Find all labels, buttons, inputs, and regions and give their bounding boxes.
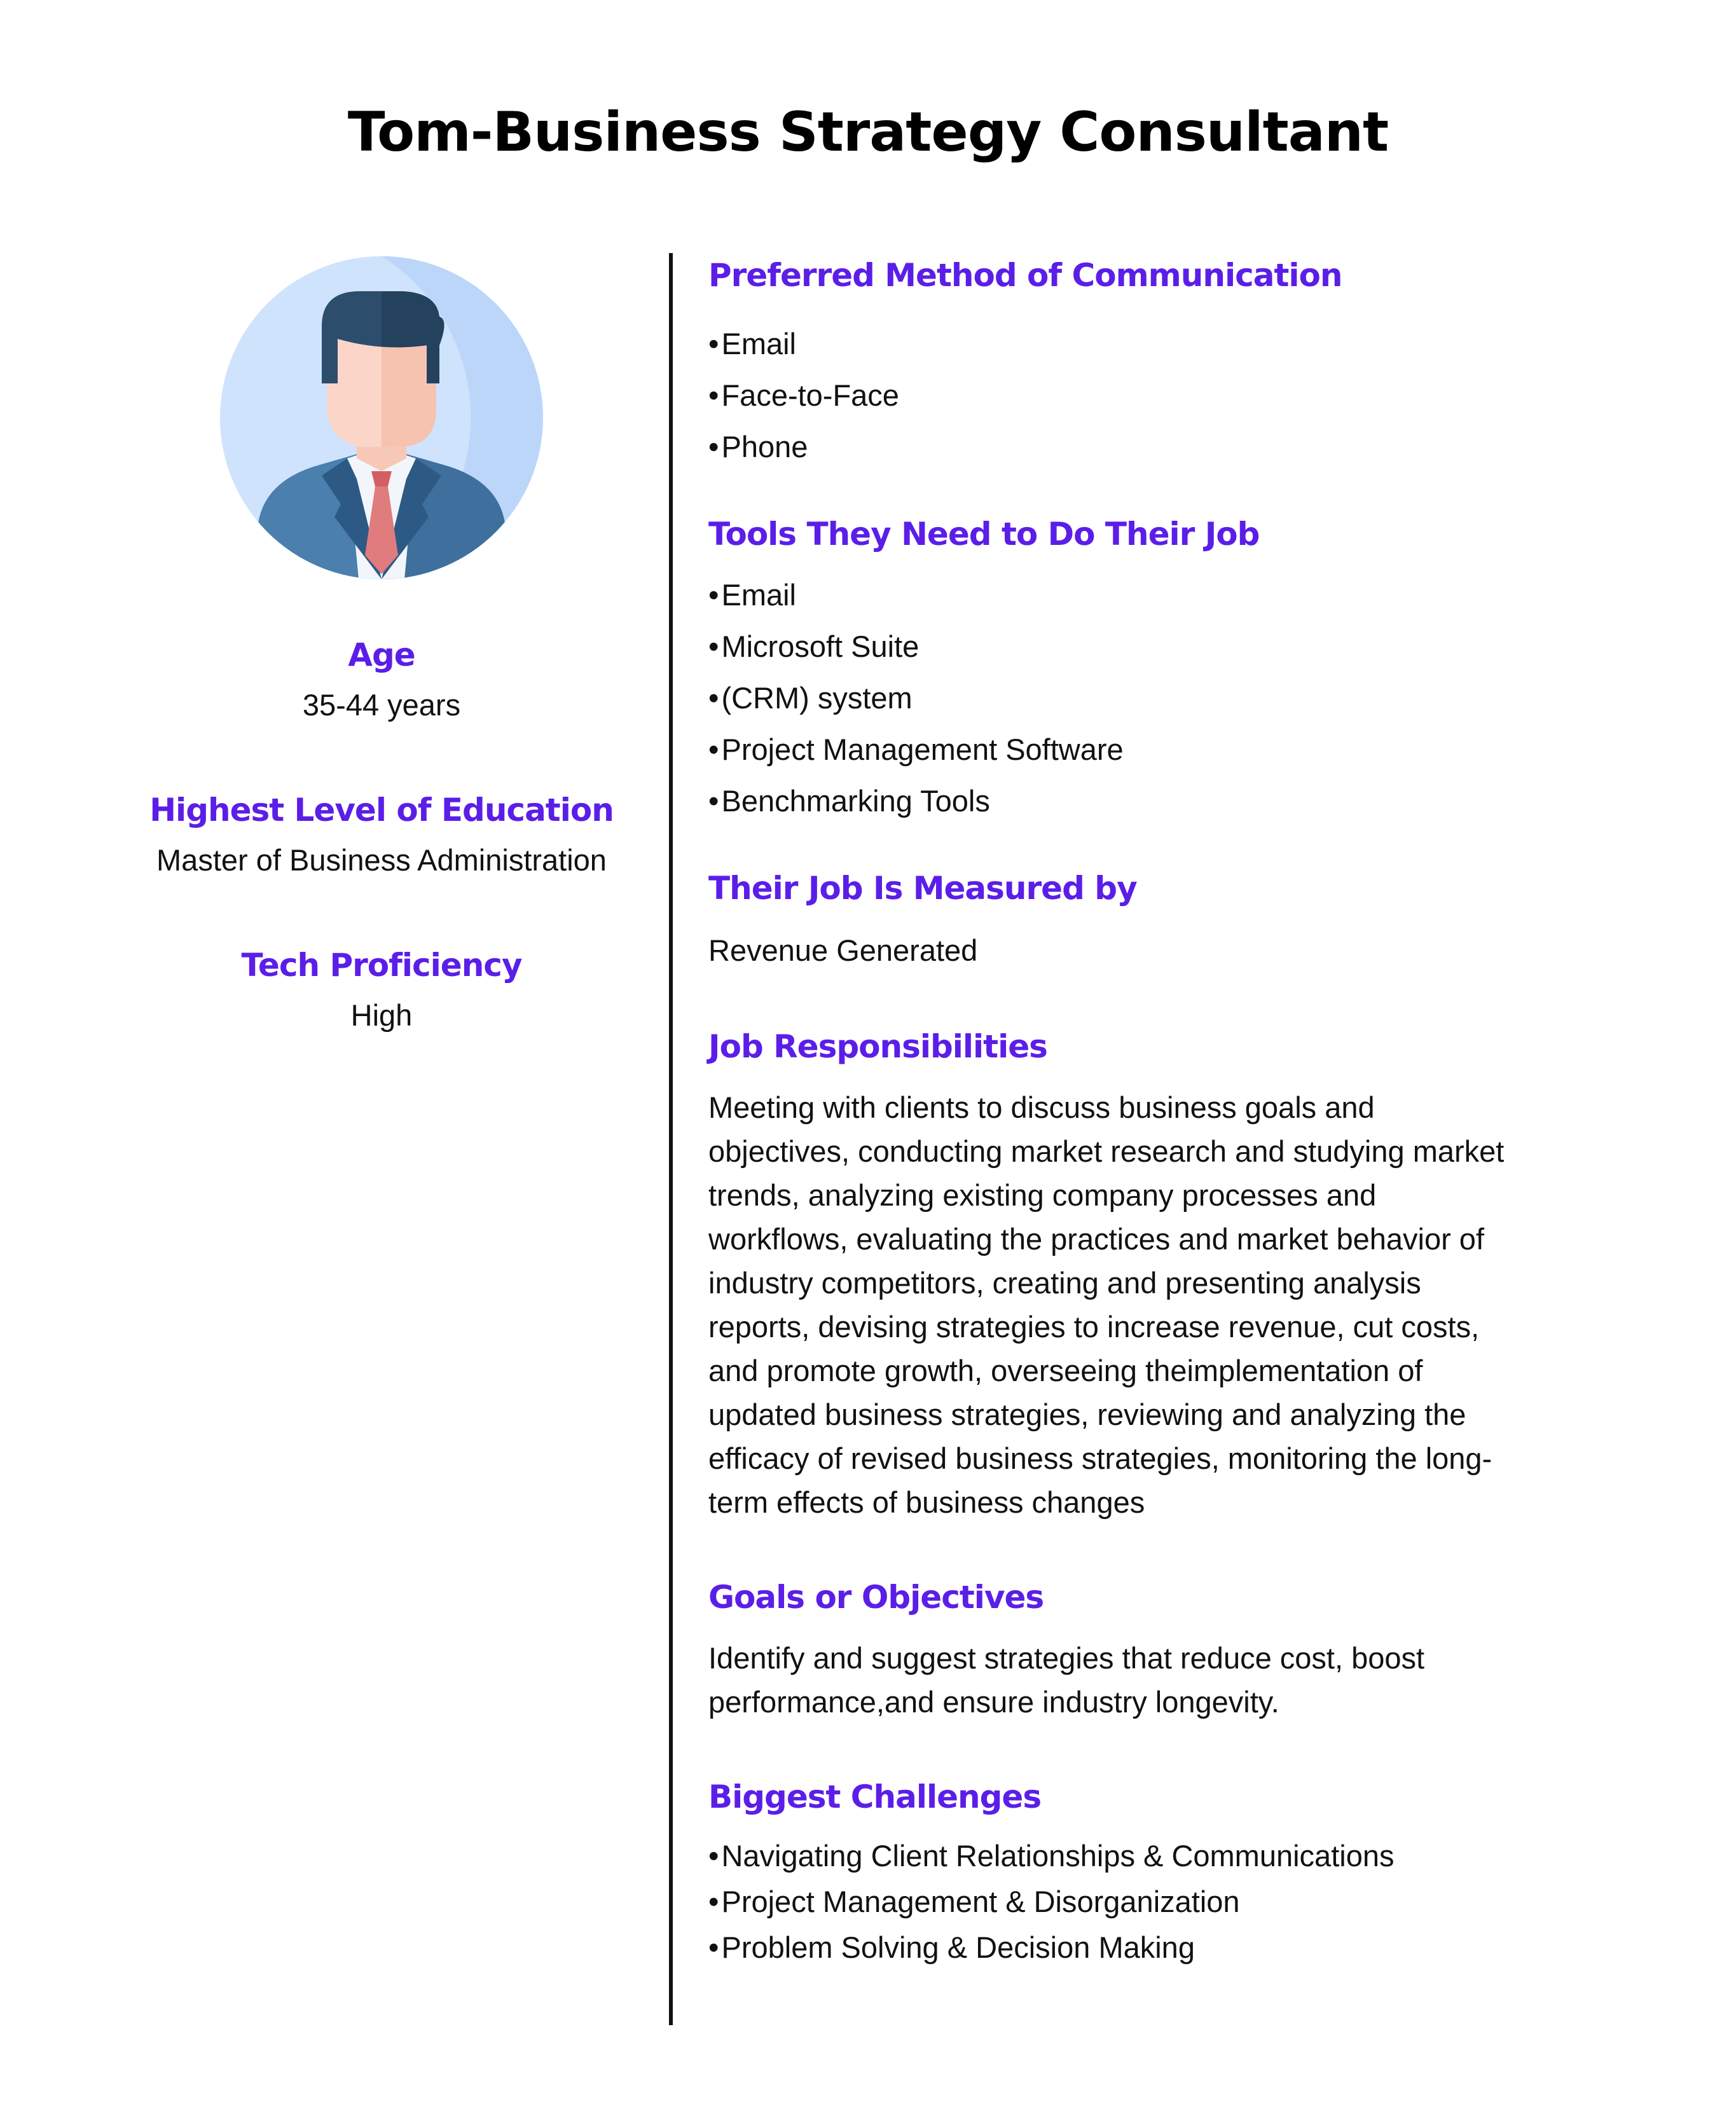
businessman-avatar-icon: [220, 256, 543, 579]
tools-list: [708, 569, 1611, 827]
measured-text: Revenue Generated: [708, 933, 978, 967]
goals-title: Goals or Objectives: [708, 1579, 1044, 1616]
goals-text: [708, 1636, 1611, 1724]
tools-title: Tools They Need to Do Their Job: [708, 516, 1260, 553]
goals-section: [708, 1575, 1611, 1724]
list-item: •Face-to-Face: [708, 378, 899, 412]
list-item: •Benchmarking Tools: [708, 784, 990, 818]
list-item: •(CRM) system: [708, 681, 913, 715]
text-line: reports, devising strategies to increase revenue, cut costs,: [708, 1310, 1480, 1344]
text-line: Meeting with clients to discuss business goals and: [708, 1090, 1375, 1124]
text-line: term effects of business changes: [708, 1485, 1145, 1519]
page-title: Tom-Business Strategy Consultant: [347, 100, 1389, 164]
list-item: •Phone: [708, 430, 808, 464]
list-item: •Project Management Software: [708, 732, 1124, 766]
education-label: Highest Level of Education: [149, 792, 614, 829]
list-item: •Navigating Client Relationships & Communications: [708, 1839, 1395, 1873]
text-line: trends, analyzing existing company processes and: [708, 1178, 1377, 1212]
measured-title: Their Job Is Measured by: [708, 870, 1137, 907]
education-value: Master of Business Administration: [156, 843, 607, 877]
challenges-section: [708, 1775, 1611, 1970]
list-item: •Problem Solving & Decision Making: [708, 1930, 1195, 1964]
tools-section: [708, 512, 1611, 827]
text-line: objectives, conducting market research and studying market: [708, 1134, 1505, 1168]
text-line: workflows, evaluating the practices and market behavior of: [708, 1222, 1485, 1256]
list-item: •Microsoft Suite: [708, 629, 920, 663]
tech-proficiency-label: Tech Proficiency: [241, 947, 522, 984]
age-value: 35-44 years: [302, 688, 461, 722]
text-line: industry competitors, creating and presenting analysis: [708, 1266, 1421, 1300]
text-line: efficacy of revised business strategies, monitoring the long-: [708, 1441, 1492, 1475]
challenges-list: [708, 1833, 1611, 1970]
tech-proficiency-value: High: [350, 998, 413, 1032]
age-label: Age: [348, 636, 415, 673]
text-line: updated business strategies, reviewing and analyzing the: [708, 1398, 1466, 1431]
text-line: Identify and suggest strategies that reduce cost, boost: [708, 1641, 1425, 1675]
responsibilities-section: [708, 1024, 1611, 1524]
communication-title: Preferred Method of Communication: [708, 257, 1342, 294]
challenges-title: Biggest Challenges: [708, 1778, 1042, 1815]
vertical-divider: [669, 253, 673, 2025]
profile-summary: [95, 626, 668, 1092]
communication-section: [708, 253, 1611, 472]
communication-list: [708, 318, 1611, 472]
text-line: performance,and ensure industry longevity.: [708, 1685, 1279, 1719]
persona-details: [708, 253, 1611, 1970]
responsibilities-text: [708, 1085, 1611, 1524]
responsibilities-title: Job Responsibilities: [708, 1028, 1047, 1065]
measured-section: [708, 866, 1611, 972]
list-item: •Project Management & Disorganization: [708, 1885, 1240, 1918]
list-item: •Email: [708, 578, 796, 612]
list-item: •Email: [708, 327, 796, 361]
text-line: and promote growth, overseeing theimplementation of: [708, 1354, 1423, 1387]
